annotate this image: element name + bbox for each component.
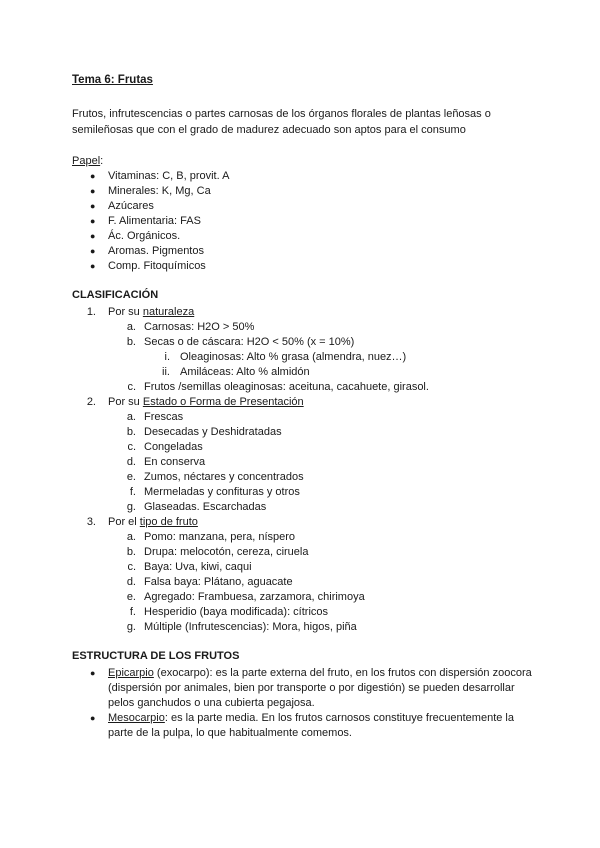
- list-item: [72, 560, 532, 575]
- item-underlined-term: Estado o Forma de Presentación: [142, 396, 304, 408]
- list-item: [72, 365, 532, 380]
- list-item: [72, 244, 532, 259]
- list-item: [72, 500, 532, 515]
- list-item: [72, 214, 532, 229]
- item-text: Zumos, néctares y concentrados: [144, 471, 304, 483]
- list-number: 1.: [86, 306, 96, 318]
- list-letter: d.: [126, 456, 136, 468]
- bullet-icon: ●: [90, 216, 96, 226]
- item-text: Pomo: manzana, pera, níspero: [144, 531, 296, 543]
- clasificacion-heading: CLASIFICACIÓN: [72, 289, 159, 301]
- item-text: Falsa baya: Plátano, aguacate: [144, 576, 293, 588]
- item-text: Drupa: melocotón, cereza, ciruela: [144, 546, 309, 558]
- list-letter: f.: [129, 606, 136, 618]
- papel-item-text: Aromas. Pigmentos: [108, 245, 204, 257]
- list-item: [72, 575, 532, 590]
- papel-item-text: Comp. Fitoquímicos: [108, 260, 206, 272]
- term-definition: : es la parte media. En los frutos carnosos constituye frecuentemente la parte de la pulpa, lo que habitualmente comemos.: [108, 712, 514, 739]
- list-roman: i.: [164, 351, 170, 363]
- item-text: Frutos /semillas oleaginosas: aceituna, cacahuete, girasol.: [144, 381, 429, 393]
- papel-heading: [72, 154, 532, 169]
- item-text: Glaseadas. Escarchadas: [144, 501, 267, 513]
- list-item: [72, 425, 532, 440]
- item-underlined-term: naturaleza: [142, 306, 195, 318]
- list-item: [72, 711, 532, 741]
- item-text: Secas o de cáscara: H2O < 50% (x = 10%): [144, 336, 355, 348]
- intro-paragraph: Frutos, infrutescencias o partes carnosas de los órganos florales de plantas leñosas o semileñosas que con el grado de madurez adecuado son aptos para el consumo: [72, 108, 491, 136]
- list-letter: g.: [126, 621, 136, 633]
- list-letter: f.: [129, 486, 136, 498]
- estructura-heading: ESTRUCTURA DE LOS FRUTOS: [72, 650, 240, 662]
- papel-item-text: Minerales: K, Mg, Ca: [108, 185, 211, 197]
- list-item: [72, 335, 532, 350]
- term-epicarpio: Epicarpio: [108, 667, 154, 679]
- item-prefix: Por su: [108, 396, 143, 408]
- list-item: [72, 440, 532, 455]
- list-item: [72, 259, 532, 274]
- item-text: Múltiple (Infrutescencias): Mora, higos, piña: [144, 621, 357, 633]
- estructura-list: [72, 666, 532, 741]
- papel-colon: :: [100, 155, 104, 167]
- item-underlined-term: tipo de fruto: [139, 516, 198, 528]
- bullet-icon: ●: [90, 231, 96, 241]
- papel-item-text: F. Alimentaria: FAS: [108, 215, 201, 227]
- papel-list: [72, 169, 532, 274]
- list-item: [72, 530, 532, 545]
- list-item: [72, 410, 532, 425]
- list-letter: a.: [126, 531, 136, 543]
- item-prefix: Por el: [108, 516, 140, 528]
- list-letter: a.: [126, 411, 136, 423]
- item-text: Congeladas: [144, 441, 203, 453]
- list-letter: d.: [126, 576, 136, 588]
- bullet-icon: ●: [90, 186, 96, 196]
- list-letter: c.: [127, 561, 136, 573]
- list-item: [72, 455, 532, 470]
- list-letter: a.: [126, 321, 136, 333]
- list-letter: g.: [126, 501, 136, 513]
- bullet-icon: ●: [90, 713, 96, 723]
- list-number: 2.: [86, 396, 96, 408]
- list-item: [72, 545, 532, 560]
- list-item: [72, 620, 532, 635]
- item-text: Agregado: Frambuesa, zarzamora, chirimoya: [144, 591, 365, 603]
- list-item: [72, 666, 532, 711]
- list-item: [72, 605, 532, 620]
- papel-item-text: Vitaminas: C, B, provit. A: [108, 170, 230, 182]
- list-item: [72, 380, 532, 395]
- clasificacion-item-3: [72, 515, 532, 530]
- item-text: Mermeladas y confituras y otros: [144, 486, 300, 498]
- list-item: [72, 350, 532, 365]
- list-number: 3.: [86, 516, 96, 528]
- item-prefix: Por su: [108, 306, 143, 318]
- item-text: Frescas: [144, 411, 184, 423]
- list-letter: e.: [126, 591, 136, 603]
- item-text: Amiláceas: Alto % almidón: [180, 366, 310, 378]
- item-text: Baya: Uva, kiwi, caqui: [144, 561, 252, 573]
- item-text: En conserva: [144, 456, 206, 468]
- papel-label: Papel: [72, 155, 101, 167]
- list-letter: b.: [126, 546, 136, 558]
- item-text: Oleaginosas: Alto % grasa (almendra, nuez…): [180, 351, 407, 363]
- list-letter: c.: [127, 441, 136, 453]
- list-item: [72, 320, 532, 335]
- list-item: [72, 199, 532, 214]
- papel-item-text: Ác. Orgánicos.: [108, 230, 181, 242]
- item-text: Carnosas: H2O > 50%: [144, 321, 255, 333]
- term-mesocarpio: Mesocarpio: [108, 712, 165, 724]
- item-text: Hesperidio (baya modificada): cítricos: [144, 606, 329, 618]
- item-text: Desecadas y Deshidratadas: [144, 426, 282, 438]
- list-letter: b.: [126, 426, 136, 438]
- bullet-icon: ●: [90, 171, 96, 181]
- list-item: [72, 169, 532, 184]
- list-item: [72, 590, 532, 605]
- bullet-icon: ●: [90, 246, 96, 256]
- papel-item-text: Azúcares: [108, 200, 154, 212]
- page-title: Tema 6: Frutas: [72, 74, 153, 86]
- document-page: [72, 74, 532, 741]
- list-item: [72, 470, 532, 485]
- list-letter: c.: [127, 381, 136, 393]
- list-item: [72, 184, 532, 199]
- list-item: [72, 229, 532, 244]
- bullet-icon: ●: [90, 261, 96, 271]
- bullet-icon: ●: [90, 668, 96, 678]
- clasificacion-item-2: [72, 395, 532, 410]
- term-definition: (exocarpo): es la parte externa del fruto, en los frutos con dispersión zoocora (dispersión por animales, bien por transporte o por digestión) se pueden desarrollar pelos ganchudos o una cubierta pegajosa.: [108, 667, 532, 709]
- list-roman: ii.: [162, 366, 170, 378]
- clasificacion-item-1: [72, 305, 532, 320]
- list-item: [72, 485, 532, 500]
- bullet-icon: ●: [90, 201, 96, 211]
- list-letter: b.: [126, 336, 136, 348]
- list-letter: e.: [126, 471, 136, 483]
